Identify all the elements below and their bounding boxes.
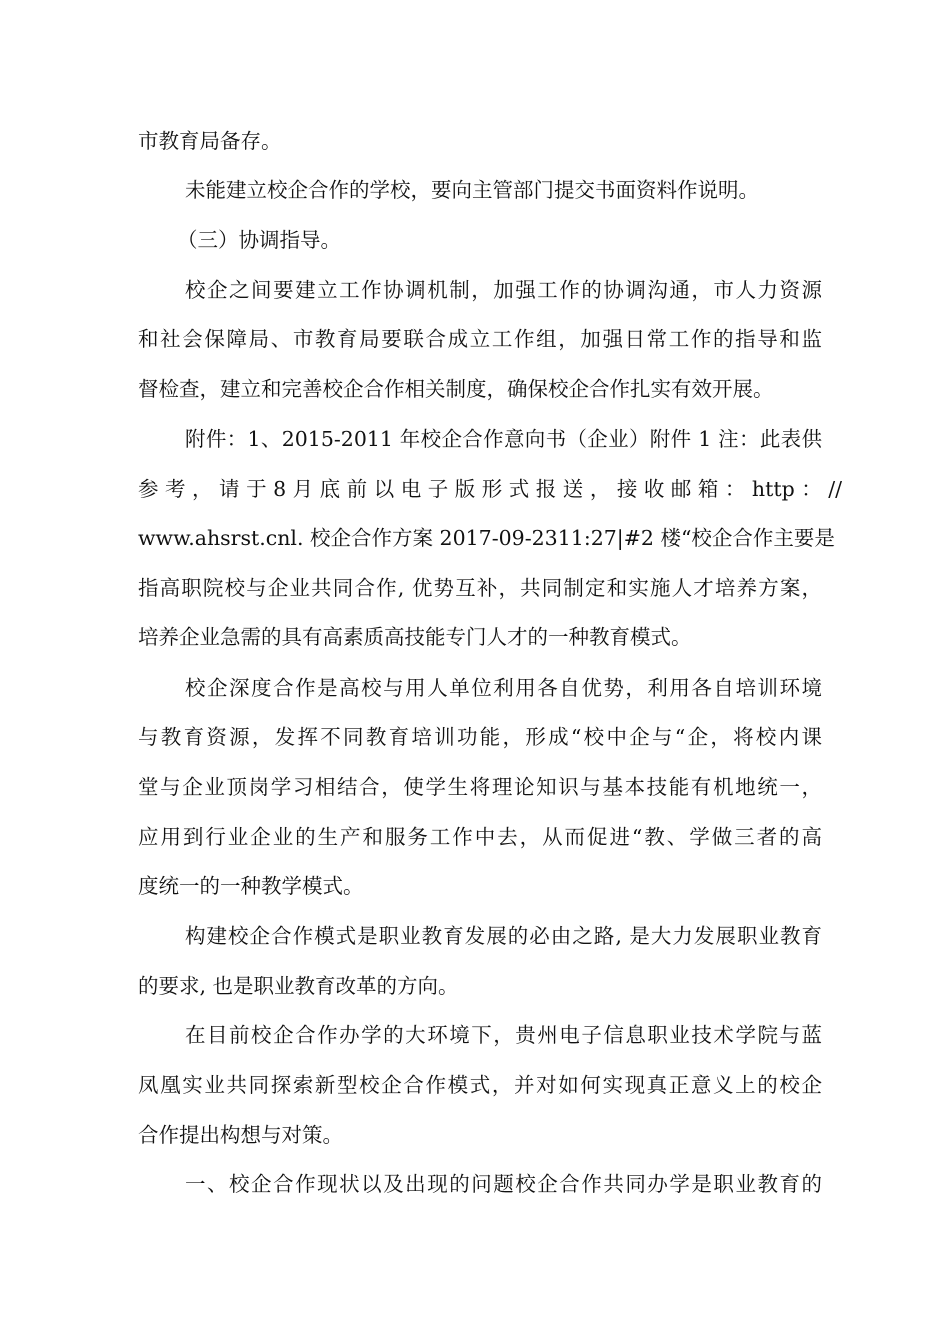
paragraph-line: 督检查，建立和完善校企合作相关制度，确保校企合作扎实有效开展。 [138,377,774,401]
paragraph-line: 堂与企业顶岗学习相结合，使学生将理论知识与基本技能有机地统一， [138,775,822,799]
paragraph-line: 应用到行业企业的生产和服务工作中去，从而促进“教、学做三者的高 [138,825,822,849]
paragraph-line: 和社会保障局、市教育局要联合成立工作组，加强日常工作的指导和监 [138,327,822,351]
paragraph-line: 合作提出构想与对策。 [138,1123,343,1147]
paragraph-line: www.ahsrst.cnl. 校企合作方案 2017-09-2311:27|#2 楼“校企合作主要是 [138,526,835,550]
paragraph-line: 构建校企合作模式是职业教育发展的必由之路, 是大力发展职业教育 [185,924,822,948]
paragraph-line: 在目前校企合作办学的大环境下，贵州电子信息职业技术学院与蓝 [185,1023,822,1047]
paragraph-line: 与教育资源，发挥不同教育培训功能，形成“校中企与“企，将校内课 [138,725,822,749]
paragraph-line: 附件：1、2015-2011 年校企合作意向书（企业）附件 1 注：此表供 [185,427,822,451]
paragraph-line: 参 考 ， 请 于 8 月 底 前 以 电 子 版 形 式 报 送 ， 接 收 邮 箱 ： http ： // [138,477,843,501]
paragraph-line: 凤凰实业共同探索新型校企合作模式，并对如何实现真正意义上的校企 [138,1073,822,1097]
section-heading: （三）协调指导。 [177,228,341,252]
paragraph-line: 指高职院校与企业共同合作, 优势互补，共同制定和实施人才培养方案， [138,576,822,600]
paragraph-line: 校企深度合作是高校与用人单位利用各自优势，利用各自培训环境 [185,676,822,700]
paragraph-line: 培养企业急需的具有高素质高技能专门人才的一种教育模式。 [138,625,692,649]
paragraph-line: 的要求, 也是职业教育改革的方向。 [138,974,459,998]
paragraph-line: 一、校企合作现状以及出现的问题校企合作共同办学是职业教育的 [185,1172,822,1196]
paragraph-line: 校企之间要建立工作协调机制，加强工作的协调沟通，市人力资源 [185,278,822,302]
paragraph-line: 度统一的一种教学模式。 [138,874,364,898]
paragraph-line: 市教育局备存。 [138,129,282,153]
paragraph-line: 未能建立校企合作的学校，要向主管部门提交书面资料作说明。 [185,178,759,202]
